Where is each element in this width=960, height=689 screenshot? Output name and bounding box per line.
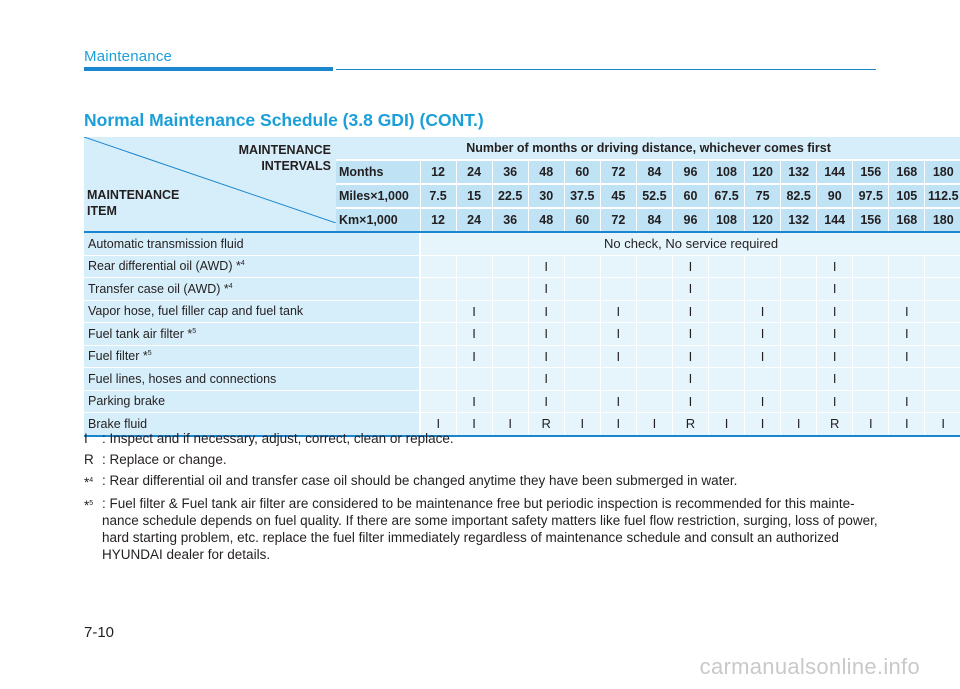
interval-value: 30 [528,184,564,208]
maintenance-cell [636,345,672,368]
maintenance-cell [492,368,528,391]
interval-unit-label: Miles×1,000 [336,184,420,208]
maintenance-cell [853,300,889,323]
interval-value: 48 [528,160,564,184]
maintenance-cell [925,390,960,413]
maintenance-cell [420,368,456,391]
interval-value: 72 [600,208,636,232]
footnote-text: : Inspect and if necessary, adjust, correct, clean or replace. [102,431,454,446]
maintenance-cell: I [600,300,636,323]
interval-value: 82.5 [781,184,817,208]
maintenance-cell [709,278,745,301]
interval-value: 60 [564,208,600,232]
interval-unit-label: Months [336,160,420,184]
maintenance-cell: R [528,413,564,436]
interval-value: 15 [456,184,492,208]
maintenance-cell [709,345,745,368]
interval-value: 96 [672,208,708,232]
maintenance-cell [492,390,528,413]
maintenance-cell: I [528,345,564,368]
maintenance-cell: I [672,323,708,346]
maintenance-item-name: Automatic transmission fluid [84,232,420,255]
footnotes [84,430,884,567]
table-row [84,390,960,413]
header-rule-light [336,69,876,71]
maintenance-item-name: Transfer case oil (AWD) *$^4$ [84,278,420,301]
maintenance-cell: I [817,323,853,346]
maintenance-cell [853,390,889,413]
maintenance-cell: I [528,368,564,391]
maintenance-cell: I [889,323,925,346]
maintenance-cell: I [889,413,925,436]
maintenance-cell [564,300,600,323]
maintenance-cell: I [528,278,564,301]
maintenance-cell [745,255,781,278]
interval-value: 96 [672,160,708,184]
interval-value: 72 [600,160,636,184]
maintenance-item-name: Fuel tank air filter *$^5$ [84,323,420,346]
maintenance-cell: I [745,413,781,436]
footnote-key: R [84,452,94,467]
interval-value: 168 [889,160,925,184]
footnote-item [84,430,884,447]
interval-value: 67.5 [709,184,745,208]
interval-value: 75 [745,184,781,208]
interval-value: 168 [889,208,925,232]
table-row [84,255,960,278]
interval-value: 105 [889,184,925,208]
footnote-key: I [84,431,88,446]
interval-value: 180 [925,160,960,184]
maintenance-item-name: Brake fluid [84,413,420,436]
maintenance-cell [925,323,960,346]
maintenance-cell: I [817,368,853,391]
maintenance-cell: R [817,413,853,436]
maintenance-cell [925,278,960,301]
maintenance-cell [853,255,889,278]
maintenance-cell [853,323,889,346]
maintenance-cell [636,278,672,301]
maintenance-cell [853,368,889,391]
interval-value: 108 [709,208,745,232]
table-row [84,368,960,391]
maintenance-cell [925,300,960,323]
interval-value: 108 [709,160,745,184]
footnote-item [84,451,884,468]
maintenance-cell [709,368,745,391]
maintenance-cell [745,368,781,391]
maintenance-cell: I [745,300,781,323]
maintenance-cell: I [600,323,636,346]
footnote-text: : Replace or change. [102,452,227,467]
footnote-marker: 5 [147,350,152,358]
maintenance-cell [925,345,960,368]
maintenance-cell [600,368,636,391]
interval-value: 7.5 [420,184,456,208]
maintenance-cell [636,368,672,391]
maintenance-cell: I [420,413,456,436]
interval-value: 12 [420,208,456,232]
interval-value: 156 [853,208,889,232]
interval-value: 144 [817,160,853,184]
interval-value: 36 [492,208,528,232]
maintenance-cell [492,255,528,278]
section-title: Maintenance [84,48,173,65]
maintenance-cell: I [600,413,636,436]
interval-value: 60 [672,184,708,208]
footnote-key: *$^5$ [84,498,94,513]
maintenance-cell [853,278,889,301]
maintenance-cell [709,390,745,413]
maintenance-cell [745,278,781,301]
maintenance-item-name: Rear differential oil (AWD) *$^4$ [84,255,420,278]
table-corner-header [84,137,336,232]
maintenance-cell: I [600,390,636,413]
maintenance-cell: R [672,413,708,436]
footnote-key: *$^4$ [84,475,94,490]
footnote-text: : Fuel filter & Fuel tank air filter are considered to be maintenance free but periodic inspection is recommended for this mainte-nance schedule depends on fuel quality. If there are some important safety matters like fuel flow restriction, surging, loss of power, hard starting problem, etc. replace the fuel filter immediately regardless of maintenance schedule and consult an authorized HYUNDAI dealer for details. [102,496,878,562]
maintenance-cell [925,255,960,278]
corner-intervals-label: MAINTENANCE INTERVALS [238,143,331,173]
maintenance-cell [636,255,672,278]
interval-value: 60 [564,160,600,184]
maintenance-cell: I [745,323,781,346]
maintenance-cell: I [817,278,853,301]
maintenance-cell [420,390,456,413]
maintenance-span-value: No check, No service required [420,232,960,255]
maintenance-item-name: Parking brake [84,390,420,413]
maintenance-cell [492,278,528,301]
maintenance-cell [492,345,528,368]
maintenance-cell [781,390,817,413]
interval-value: 37.5 [564,184,600,208]
maintenance-cell: I [564,413,600,436]
maintenance-cell: I [600,345,636,368]
maintenance-cell: I [636,413,672,436]
maintenance-cell: I [925,413,960,436]
maintenance-cell [420,278,456,301]
maintenance-cell [781,255,817,278]
maintenance-cell [492,300,528,323]
footnote-marker: 4 [240,260,245,268]
table-row [84,232,960,255]
footnote-marker: 5 [192,327,197,335]
maintenance-cell [925,368,960,391]
interval-value: 84 [636,208,672,232]
maintenance-cell: I [456,300,492,323]
maintenance-cell [492,323,528,346]
maintenance-cell: I [817,255,853,278]
interval-value: 180 [925,208,960,232]
maintenance-cell [781,345,817,368]
maintenance-cell [709,323,745,346]
maintenance-schedule-table [84,137,960,437]
maintenance-cell: I [709,413,745,436]
interval-value: 24 [456,160,492,184]
maintenance-cell: I [781,413,817,436]
maintenance-cell: I [456,390,492,413]
maintenance-cell: I [817,390,853,413]
interval-value: 48 [528,208,564,232]
maintenance-cell: I [889,345,925,368]
maintenance-cell [600,255,636,278]
maintenance-cell [636,323,672,346]
interval-value: 144 [817,208,853,232]
page-title: Normal Maintenance Schedule (3.8 GDI) (CONT.) [84,110,484,130]
interval-value: 52.5 [636,184,672,208]
maintenance-cell: I [456,323,492,346]
maintenance-cell [564,278,600,301]
header-rule-dark [84,67,333,71]
maintenance-cell: I [672,278,708,301]
table-row [84,323,960,346]
interval-value: 24 [456,208,492,232]
maintenance-item-name: Vapor hose, fuel filler cap and fuel tank [84,300,420,323]
watermark: carmanualsonline.info [699,654,920,679]
maintenance-cell: I [672,368,708,391]
maintenance-cell [420,255,456,278]
interval-value: 12 [420,160,456,184]
maintenance-cell [781,278,817,301]
maintenance-cell: I [817,300,853,323]
footnote-item [84,495,884,563]
maintenance-cell [709,300,745,323]
footnote-text: : Rear differential oil and transfer case oil should be changed anytime they have been submerged in water. [102,473,738,488]
interval-value: 120 [745,160,781,184]
maintenance-cell [709,255,745,278]
maintenance-cell: I [889,300,925,323]
maintenance-cell: I [672,345,708,368]
interval-unit-label: Km×1,000 [336,208,420,232]
maintenance-item-name: Fuel lines, hoses and connections [84,368,420,391]
footnote-marker: 4 [228,282,233,290]
maintenance-cell: I [672,255,708,278]
maintenance-cell [564,345,600,368]
footnote-item [84,472,884,491]
table-row [84,300,960,323]
maintenance-cell [889,368,925,391]
interval-value: 156 [853,160,889,184]
maintenance-cell [456,255,492,278]
maintenance-cell [564,390,600,413]
maintenance-cell: I [672,390,708,413]
page-number: 7-10 [84,624,115,641]
maintenance-cell [564,368,600,391]
maintenance-cell: I [492,413,528,436]
maintenance-cell [853,345,889,368]
table-row [84,345,960,368]
maintenance-cell [781,368,817,391]
maintenance-item-name: Fuel filter *$^5$ [84,345,420,368]
maintenance-cell [636,300,672,323]
maintenance-cell [420,323,456,346]
maintenance-cell: I [456,413,492,436]
maintenance-cell [636,390,672,413]
interval-value: 90 [817,184,853,208]
maintenance-cell [456,368,492,391]
interval-span-header: Number of months or driving distance, whichever comes first [336,137,960,160]
interval-value: 132 [781,160,817,184]
maintenance-cell: I [745,390,781,413]
interval-value: 120 [745,208,781,232]
maintenance-cell [456,278,492,301]
maintenance-cell [600,278,636,301]
maintenance-cell: I [817,345,853,368]
table-row [84,278,960,301]
maintenance-cell: I [528,300,564,323]
maintenance-cell: I [745,345,781,368]
maintenance-cell [889,278,925,301]
maintenance-cell [564,323,600,346]
maintenance-cell [420,345,456,368]
maintenance-cell: I [456,345,492,368]
interval-value: 132 [781,208,817,232]
maintenance-cell [564,255,600,278]
maintenance-cell: I [853,413,889,436]
interval-value: 22.5 [492,184,528,208]
interval-value: 112.5 [925,184,960,208]
maintenance-cell: I [528,323,564,346]
maintenance-cell [781,323,817,346]
maintenance-cell: I [889,390,925,413]
corner-item-label: MAINTENANCE ITEM [87,188,180,218]
maintenance-cell [889,255,925,278]
interval-value: 97.5 [853,184,889,208]
interval-value: 36 [492,160,528,184]
maintenance-cell [781,300,817,323]
maintenance-cell [420,300,456,323]
maintenance-cell: I [672,300,708,323]
interval-value: 84 [636,160,672,184]
interval-value: 45 [600,184,636,208]
maintenance-cell: I [528,390,564,413]
maintenance-cell: I [528,255,564,278]
